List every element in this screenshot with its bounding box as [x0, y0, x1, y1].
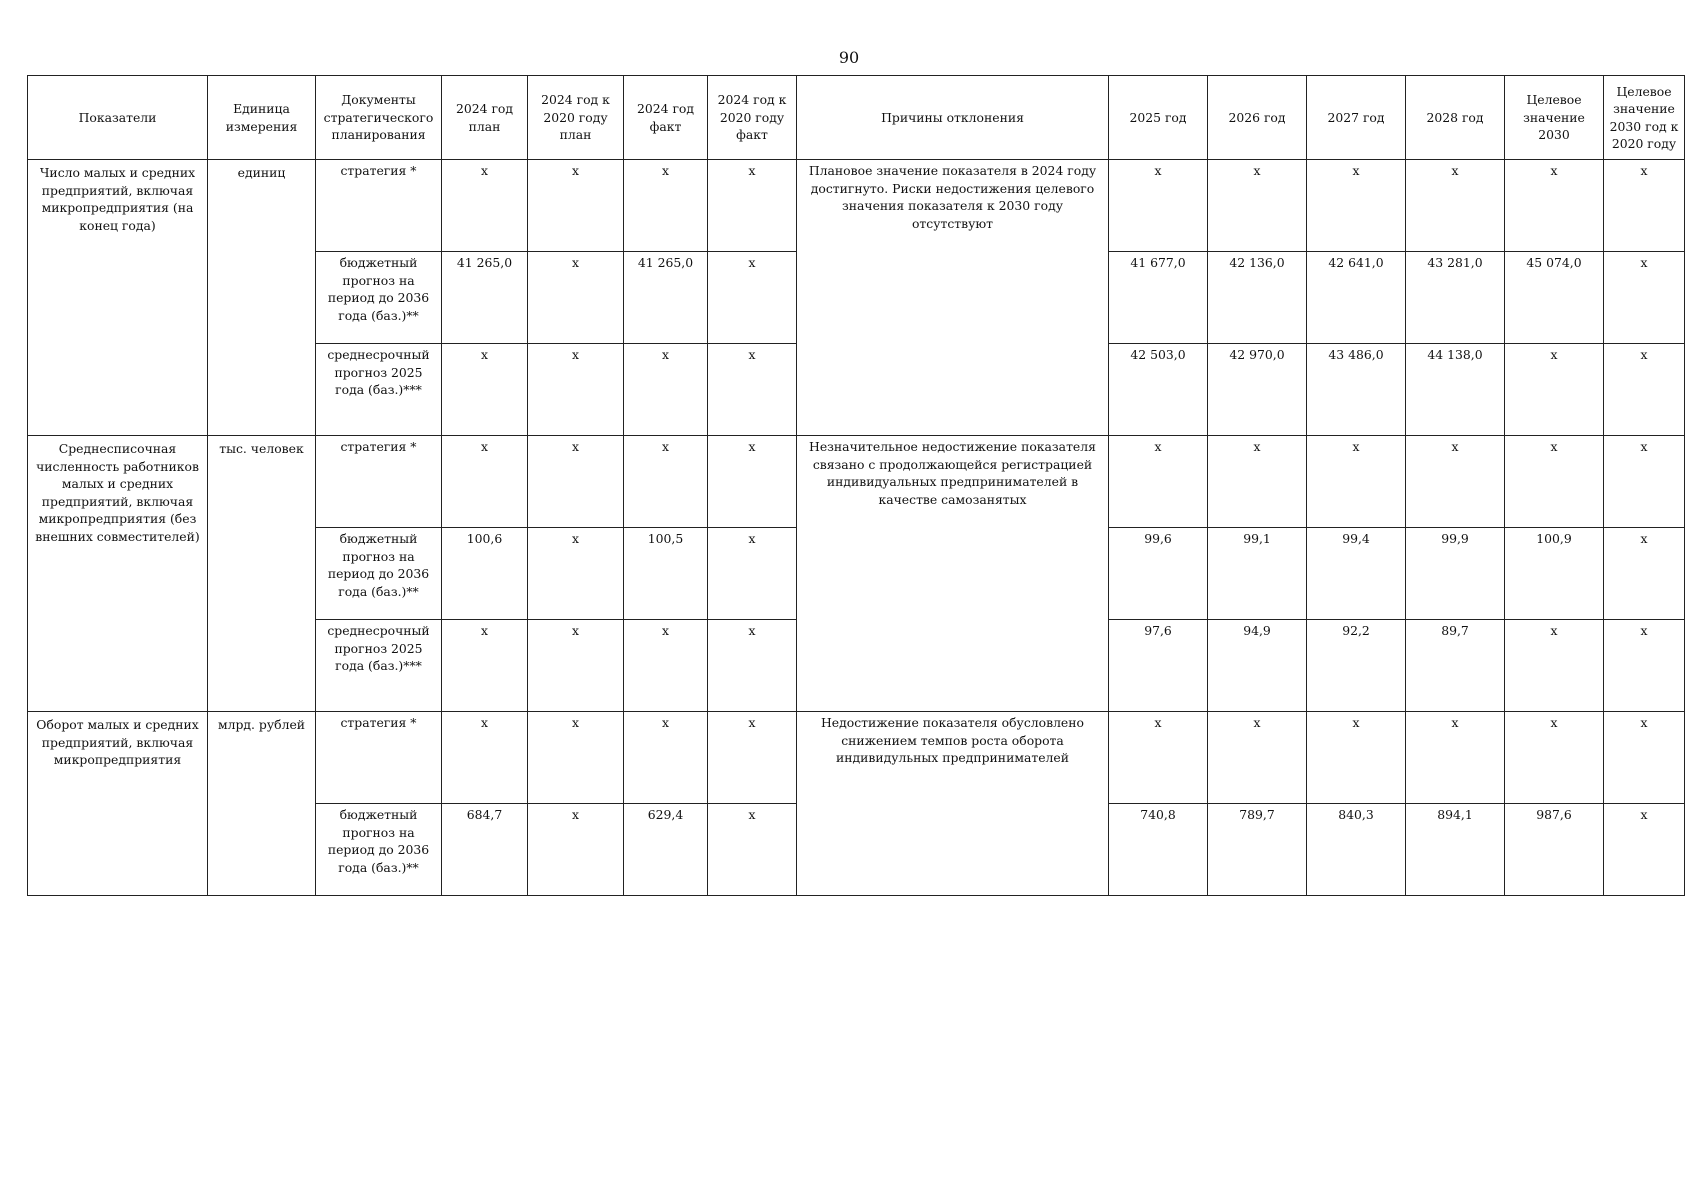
value-cell: 41 265,0: [624, 252, 708, 344]
value-cell: x: [708, 620, 797, 712]
value-cell: x: [1505, 620, 1604, 712]
value-cell: x: [1505, 344, 1604, 436]
value-cell: 41 265,0: [442, 252, 528, 344]
value-cell: x: [708, 344, 797, 436]
col-header: 2024 год факт: [624, 76, 708, 160]
value-cell: x: [624, 344, 708, 436]
value-cell: x: [1406, 712, 1505, 804]
indicator-unit: млрд. рублей: [208, 712, 316, 896]
col-header: Целевое значение 2030: [1505, 76, 1604, 160]
indicator-name: Среднесписочная численность работников малых и средних предприятий, включая микропредприятия (без внешних совместителей): [28, 436, 208, 712]
value-cell: x: [442, 344, 528, 436]
value-cell: x: [528, 344, 624, 436]
value-cell: x: [1208, 436, 1307, 528]
value-cell: x: [528, 252, 624, 344]
value-cell: 99,4: [1307, 528, 1406, 620]
value-cell: x: [442, 436, 528, 528]
value-cell: x: [442, 160, 528, 252]
value-cell: x: [624, 620, 708, 712]
col-header: 2027 год: [1307, 76, 1406, 160]
value-cell: 43 281,0: [1406, 252, 1505, 344]
value-cell: x: [624, 436, 708, 528]
value-cell: 740,8: [1109, 804, 1208, 896]
value-cell: x: [528, 620, 624, 712]
value-cell: x: [1604, 528, 1685, 620]
value-cell: x: [442, 620, 528, 712]
value-cell: x: [624, 712, 708, 804]
value-cell: x: [1604, 804, 1685, 896]
value-cell: x: [708, 436, 797, 528]
value-cell: x: [1109, 160, 1208, 252]
table-body: [28, 160, 1685, 896]
value-cell: x: [1604, 712, 1685, 804]
value-cell: 89,7: [1406, 620, 1505, 712]
value-cell: x: [1604, 344, 1685, 436]
value-cell: x: [1406, 160, 1505, 252]
indicators-table: [27, 75, 1685, 896]
value-cell: x: [708, 252, 797, 344]
table-row: [28, 160, 1685, 252]
table-row: [28, 712, 1685, 804]
col-header: Целевое значение 2030 год к 2020 году: [1604, 76, 1685, 160]
value-cell: x: [708, 160, 797, 252]
value-cell: 42 641,0: [1307, 252, 1406, 344]
value-cell: x: [1307, 160, 1406, 252]
col-header: 2025 год: [1109, 76, 1208, 160]
value-cell: x: [1604, 160, 1685, 252]
value-cell: 789,7: [1208, 804, 1307, 896]
value-cell: x: [624, 160, 708, 252]
value-cell: 97,6: [1109, 620, 1208, 712]
value-cell: 42 136,0: [1208, 252, 1307, 344]
deviation-reason: Недостижение показателя обусловлено снижением темпов роста оборота индивидульных предпринимателей: [797, 712, 1109, 896]
value-cell: x: [528, 160, 624, 252]
col-header: 2024 год план: [442, 76, 528, 160]
planning-document: среднесрочный прогноз 2025 года (баз.)***: [316, 620, 442, 712]
value-cell: 629,4: [624, 804, 708, 896]
value-cell: x: [1208, 160, 1307, 252]
value-cell: 99,1: [1208, 528, 1307, 620]
deviation-reason: Незначительное недостижение показателя связано с продолжающейся регистрацией индивидуальных предпринимателей в качестве самозанятых: [797, 436, 1109, 712]
col-header: 2026 год: [1208, 76, 1307, 160]
planning-document: бюджетный прогноз на период до 2036 года (баз.)**: [316, 804, 442, 896]
indicator-unit: единиц: [208, 160, 316, 436]
value-cell: x: [1406, 436, 1505, 528]
planning-document: бюджетный прогноз на период до 2036 года (баз.)**: [316, 528, 442, 620]
value-cell: x: [1505, 160, 1604, 252]
value-cell: x: [528, 712, 624, 804]
value-cell: x: [1109, 436, 1208, 528]
value-cell: 840,3: [1307, 804, 1406, 896]
col-header: Причины отклонения: [797, 76, 1109, 160]
table-row: [28, 436, 1685, 528]
planning-document: среднесрочный прогноз 2025 года (баз.)***: [316, 344, 442, 436]
value-cell: 44 138,0: [1406, 344, 1505, 436]
value-cell: 41 677,0: [1109, 252, 1208, 344]
value-cell: 42 970,0: [1208, 344, 1307, 436]
value-cell: x: [1505, 436, 1604, 528]
col-header: Показатели: [28, 76, 208, 160]
planning-document: стратегия *: [316, 436, 442, 528]
deviation-reason: Плановое значение показателя в 2024 году достигнуто. Риски недостижения целевого значения показателя к 2030 году отсутствуют: [797, 160, 1109, 436]
indicator-unit: тыс. человек: [208, 436, 316, 712]
col-header: Документы стратегического планирования: [316, 76, 442, 160]
col-header: Единица измерения: [208, 76, 316, 160]
col-header: 2024 год к 2020 году факт: [708, 76, 797, 160]
value-cell: 43 486,0: [1307, 344, 1406, 436]
planning-document: стратегия *: [316, 160, 442, 252]
col-header: 2028 год: [1406, 76, 1505, 160]
value-cell: x: [708, 712, 797, 804]
value-cell: x: [1604, 436, 1685, 528]
value-cell: x: [1505, 712, 1604, 804]
col-header: 2024 год к 2020 году план: [528, 76, 624, 160]
value-cell: x: [528, 804, 624, 896]
value-cell: 100,5: [624, 528, 708, 620]
indicator-name: Оборот малых и средних предприятий, включая микропредприятия: [28, 712, 208, 896]
value-cell: x: [1109, 712, 1208, 804]
value-cell: x: [1604, 252, 1685, 344]
value-cell: x: [442, 712, 528, 804]
value-cell: x: [708, 528, 797, 620]
value-cell: x: [1307, 436, 1406, 528]
value-cell: 99,9: [1406, 528, 1505, 620]
page-number: 90: [838, 48, 860, 67]
value-cell: 94,9: [1208, 620, 1307, 712]
value-cell: 100,6: [442, 528, 528, 620]
value-cell: 100,9: [1505, 528, 1604, 620]
value-cell: x: [1208, 712, 1307, 804]
value-cell: 42 503,0: [1109, 344, 1208, 436]
planning-document: бюджетный прогноз на период до 2036 года (баз.)**: [316, 252, 442, 344]
value-cell: 987,6: [1505, 804, 1604, 896]
value-cell: x: [708, 804, 797, 896]
value-cell: 99,6: [1109, 528, 1208, 620]
header-row: [28, 76, 1685, 160]
value-cell: 92,2: [1307, 620, 1406, 712]
value-cell: 894,1: [1406, 804, 1505, 896]
value-cell: x: [528, 528, 624, 620]
value-cell: x: [1307, 712, 1406, 804]
value-cell: 45 074,0: [1505, 252, 1604, 344]
value-cell: x: [1604, 620, 1685, 712]
value-cell: 684,7: [442, 804, 528, 896]
indicator-name: Число малых и средних предприятий, включая микропредприятия (на конец года): [28, 160, 208, 436]
planning-document: стратегия *: [316, 712, 442, 804]
value-cell: x: [528, 436, 624, 528]
